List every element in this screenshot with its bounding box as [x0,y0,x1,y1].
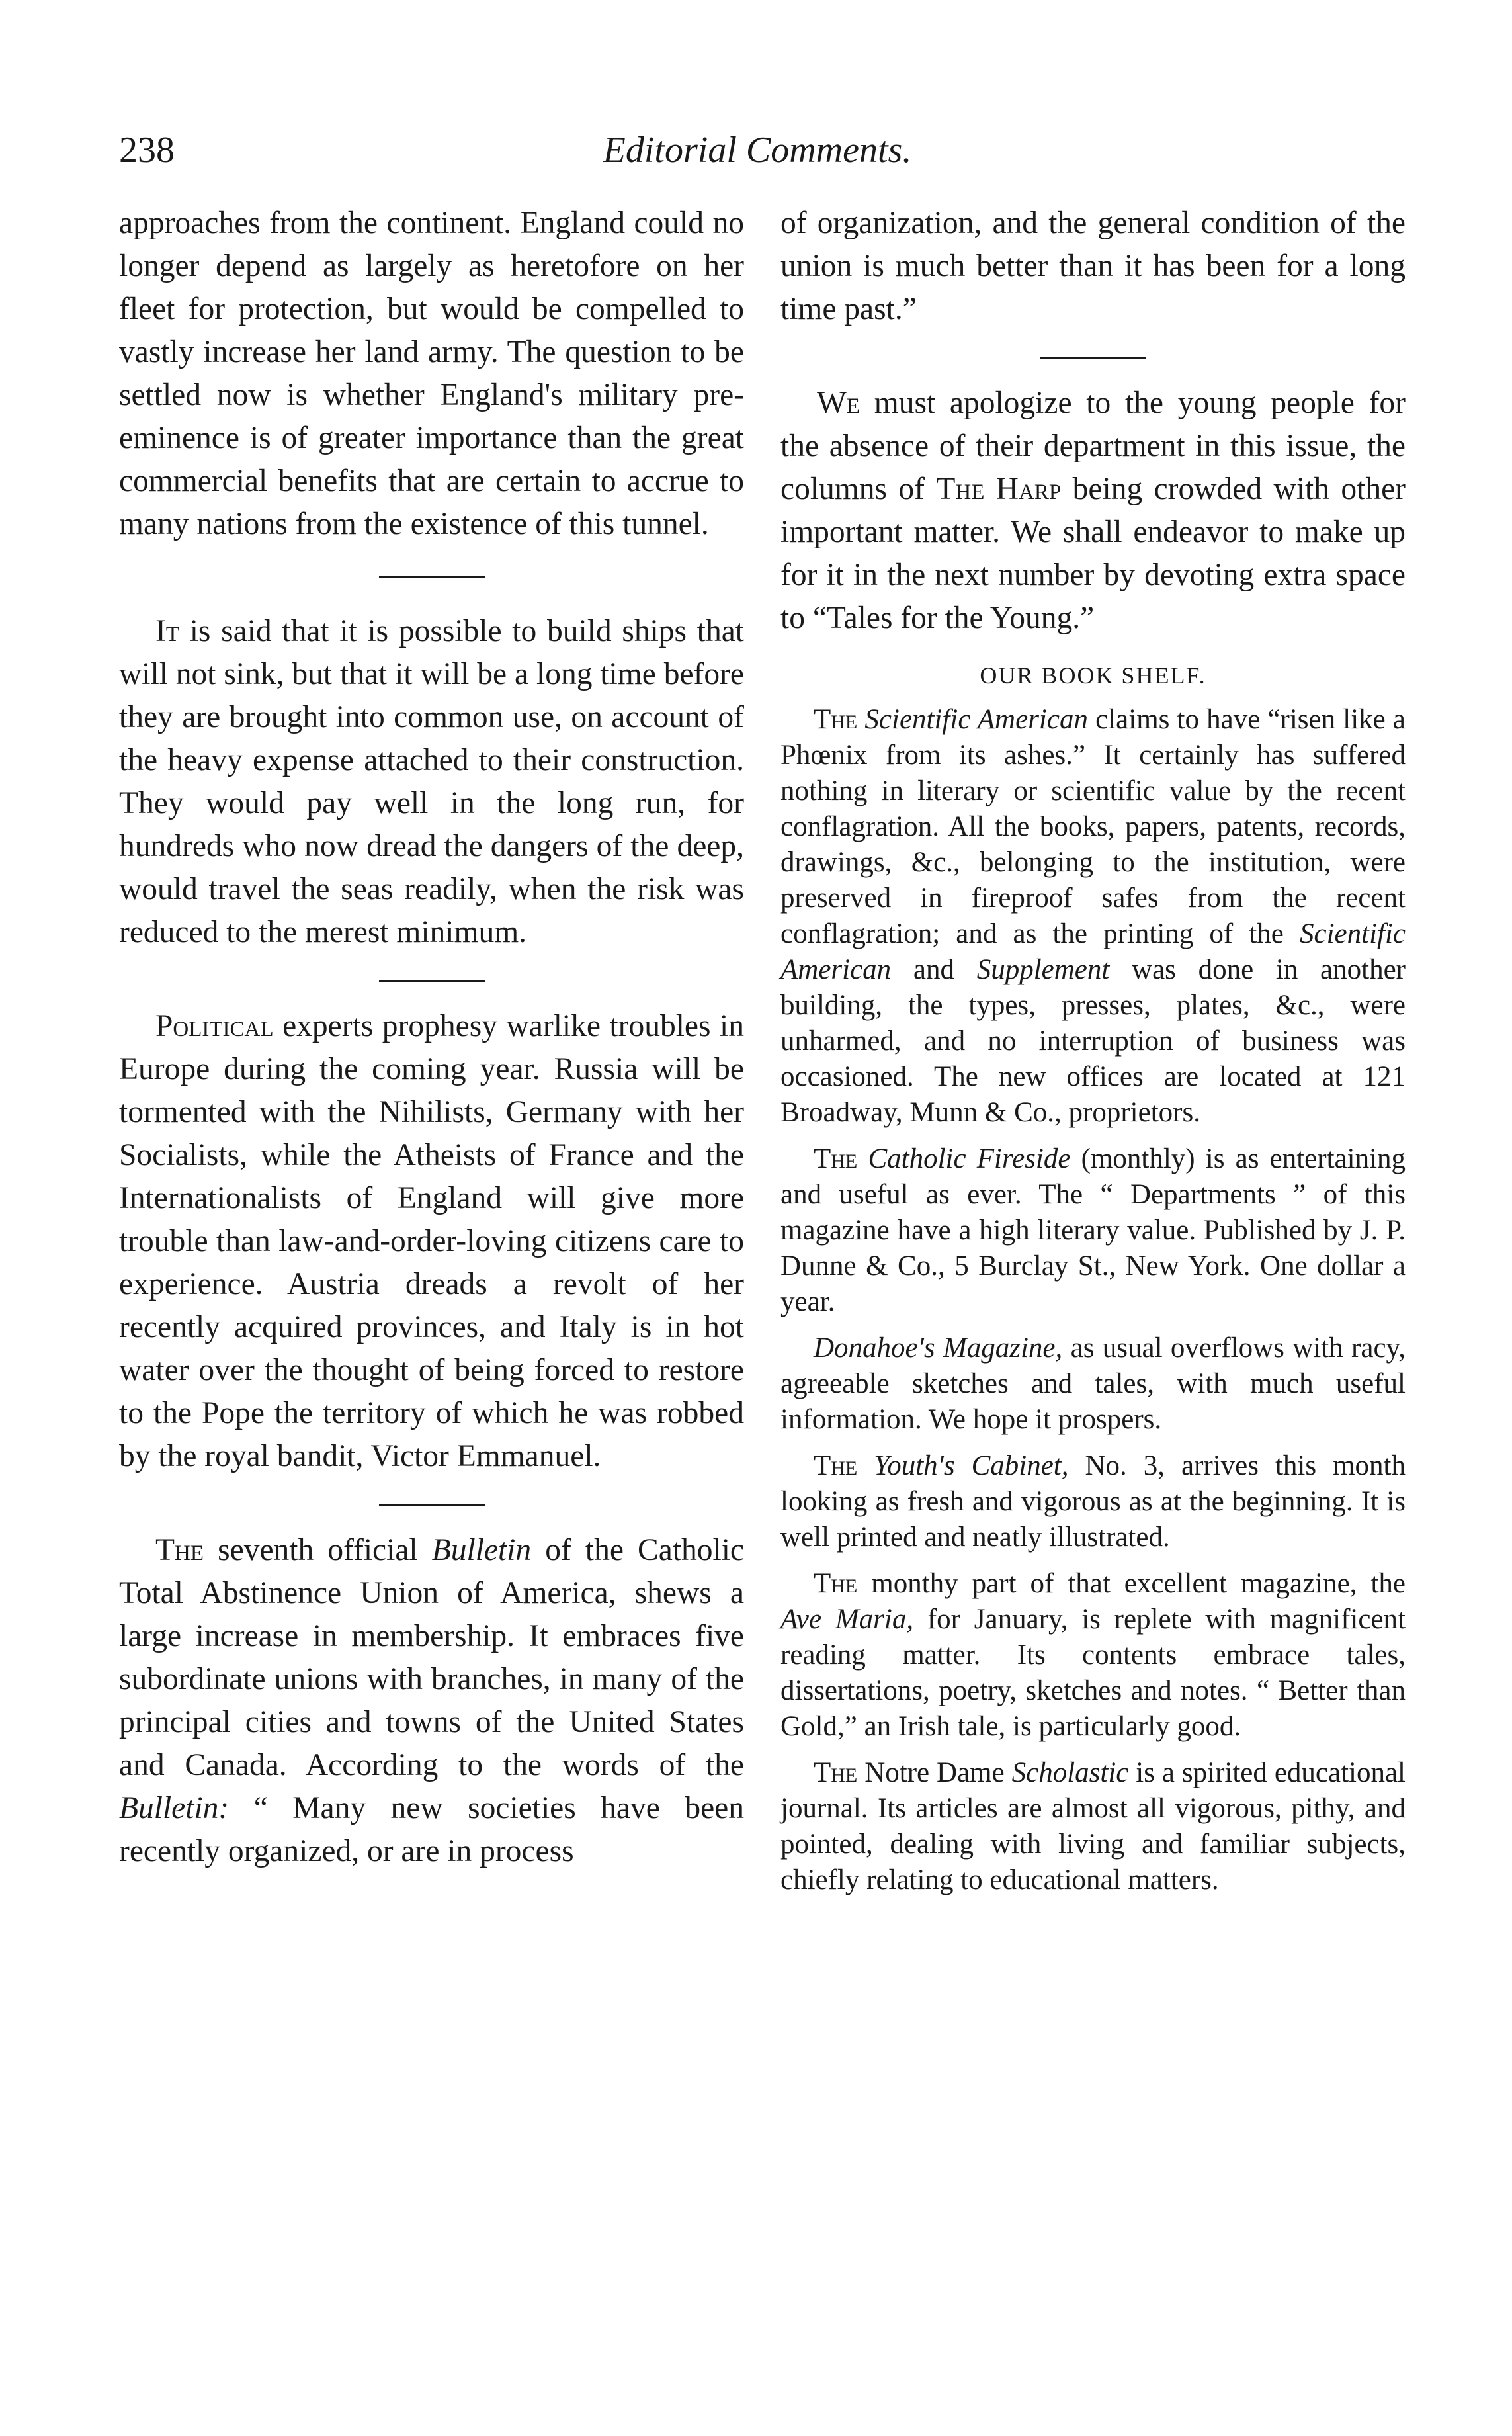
publication-title: Ave Maria, [780,1604,914,1635]
publication-title: Bulletin: [119,1791,230,1825]
page-header [119,129,1396,189]
paragraph-text: (monthly) is as entertaining and useful as ever. The “ Departments ” of this magazine have a high literary value. Published by J. P. Dunne & Co., 5 Burclay St., New York. One dollar a year. [780,1143,1406,1317]
paragraph-text: is a spirited educational journal. Its articles are almost all vigorous, pithy, and pointed, dealing with living and familiar subjects, chiefly relating to educational matters. [780,1757,1406,1895]
publication-title: The Harp [936,472,1062,506]
lead-word: The [155,1533,204,1567]
page-number: 238 [119,130,175,171]
publication-title: Youth's Cabinet, [874,1450,1069,1481]
paragraph-text: was done in another building, the types, presses, plates, &c., were unharmed, and no interruption of business was occasioned. The new offices are located at 121 Broadway, Munn & Co., proprietors. [780,954,1406,1128]
publication-title: Bulletin [431,1533,532,1567]
review-ave-maria [780,1566,1406,1745]
section-rule [379,576,485,578]
section-rule [379,980,485,982]
paragraph-text: of organization, and the general condition of the union is much better than it has been for a long time past.” [780,206,1406,326]
paragraph-unsinkable-ships [119,610,744,954]
paragraph-text: is said that it is possible to build ships that will not sink, but that it will be a long time before they are brought into common use, on account of the heavy expense attached to their construction. They would pay well in the long run, for hundreds who now dread the dangers of the deep, would travel the seas readily, when the risk was reduced to the merest minimum. [119,614,744,949]
paragraph-text: No. 3, arrives this month looking as fresh and vigorous as at the beginning. It is well printed and neatly illustrated. [780,1450,1406,1553]
section-rule [379,1504,485,1506]
paragraph-channel-tunnel [119,202,744,546]
paragraph-apology [780,382,1406,640]
lead-word: The [814,1568,858,1599]
paragraph-text: claims to have “risen like a Phœnix from its ashes.” It certainly has suffered nothing in literary or scientific value by the recent conflagration. All the books, papers, patents, records, drawings, &c., belonging to the institution, were preserved in fireproof safes from the recent conflagration; and as the printing of the [780,704,1406,949]
lead-word: The [814,704,858,735]
paragraph-union-continued [780,202,1406,331]
paragraph-text: and [891,954,977,985]
review-notre-dame-scholastic [780,1755,1406,1898]
paragraph-text: of the Catholic Total Abstinence Union of America, shews a large increase in membership. It embraces five subordinate unions with branches, in many of the principal cities and towns of the United States and Canada. According to the words of the [119,1533,744,1782]
paragraph-text: monthy part of that excellent magazine, the [857,1568,1406,1599]
lead-word: The [814,1450,858,1481]
paragraph-text: seventh official [204,1533,432,1567]
lead-word: Political [155,1009,274,1043]
publication-title: Supplement [976,954,1110,985]
running-head: Editorial Comments. [603,130,912,171]
left-column [119,202,744,1873]
lead-word: We [817,386,860,420]
section-rule [1040,357,1146,359]
paragraph-political-experts [119,1005,744,1478]
review-donahoes-magazine [780,1330,1406,1438]
paragraph-text: Notre Dame [857,1757,1012,1788]
publication-title: Donahoe's Magazine, [814,1332,1063,1364]
lead-word: The [814,1143,858,1174]
publication-title: Scientific American [864,704,1088,735]
paragraph-text: for January, is replete with magnificent reading matter. Its contents embrace tales, dissertations, poetry, sketches and notes. “ Better than Gold,” an Irish tale, is particularly good. [780,1604,1406,1742]
paragraph-text: being crowded with other important matter. We shall endeavor to make up for it in the next number by devoting extra space to “Tales for the Young.” [780,472,1406,635]
book-shelf-heading: OUR BOOK SHELF. [980,662,1206,689]
review-youths-cabinet [780,1448,1406,1555]
publication-title: Catholic Fireside [868,1143,1071,1174]
review-scientific-american [780,702,1406,1131]
lead-word: The [814,1757,858,1788]
paragraph-text: “ Many new societies have been recently organized, or are in process [119,1791,744,1868]
review-catholic-fireside [780,1141,1406,1320]
paragraph-text: experts prophesy warlike troubles in Europe during the coming year. Russia will be tormented with the Nihilists, Germany with her Socialists, while the Atheists of France and the Internationalists of England will give more trouble than law-and-order-loving citizens care to experience. Austria dreads a revolt of her recently acquired provinces, and Italy is in hot water over the thought of being forced to restore to the Pope the territory of which he was robbed by the royal bandit, Victor Emmanuel. [119,1009,744,1473]
right-column [780,202,1406,1909]
paragraph-text: must apologize to the young people for the absence of their department in this issue, the columns of [780,386,1406,506]
paragraph-text: approaches from the continent. England could no longer depend as largely as heretofore on her fleet for protection, but would be compelled to vastly increase her land army. The question to be settled now is whether England's military pre-eminence is of greater importance than the great commercial benefits that are certain to accrue to many nations from the existence of this tunnel. [119,206,744,541]
publication-title: Scholastic [1011,1757,1129,1788]
publication-title: Scientific American [780,918,1406,985]
paragraph-abstinence-bulletin [119,1529,744,1873]
paragraph-text: as usual overflows with racy, agreeable sketches and tales, with much useful information. We hope it prospers. [780,1332,1406,1435]
lead-word: It [155,614,179,648]
